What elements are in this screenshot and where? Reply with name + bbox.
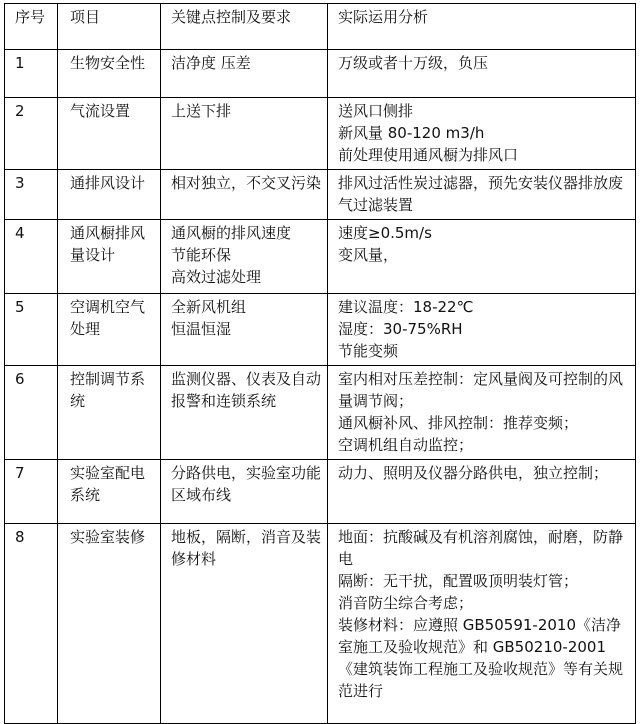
row-analysis xyxy=(328,170,636,220)
row-item: 空调机空气处理 xyxy=(58,294,161,366)
row-analysis xyxy=(328,460,636,524)
row-control xyxy=(161,98,328,170)
row-item: 控制调节系统 xyxy=(58,366,161,460)
row-analysis xyxy=(328,220,636,294)
analysis-line: 湿度：30-75%RH xyxy=(338,320,463,338)
control-line: 监测仪器、仪表及自动报警和连锁系统 xyxy=(171,370,322,410)
analysis-line: 建议温度：18-22℃ xyxy=(338,298,474,316)
control-line: 通风橱的排风速度 xyxy=(171,224,292,242)
row-analysis xyxy=(328,294,636,366)
analysis-line: 装修材料：应遵照 GB50591-2010《洁净室施工及验收规范》和 GB50210-2001《建筑装饰工程施工及验收规范》等有关规范进行 xyxy=(338,616,624,700)
table-row xyxy=(5,460,636,524)
analysis-line: 前处理使用通风橱为排风口 xyxy=(338,146,519,164)
row-analysis xyxy=(328,524,636,724)
analysis-line: 变风量， xyxy=(338,246,399,264)
control-line: 高效过滤处理 xyxy=(171,268,262,286)
control-line: 相对独立，不交叉污染 xyxy=(171,174,322,192)
table-row xyxy=(5,98,636,170)
table-body xyxy=(5,4,636,724)
table-row xyxy=(5,220,636,294)
row-number: 4 xyxy=(5,220,58,294)
row-analysis xyxy=(328,366,636,460)
row-number: 6 xyxy=(5,366,58,460)
analysis-line: 室内相对压差控制：定风量阀及可控制的风量调节阀； xyxy=(338,370,624,410)
table-row xyxy=(5,366,636,460)
row-control xyxy=(161,50,328,98)
row-item: 通风橱排风量设计 xyxy=(58,220,161,294)
row-item: 通排风设计 xyxy=(58,170,161,220)
row-control xyxy=(161,170,328,220)
table-row xyxy=(5,294,636,366)
analysis-line: 新风量 80-120 m3/h xyxy=(338,124,485,142)
analysis-line: 节能变频 xyxy=(338,342,399,360)
row-number: 7 xyxy=(5,460,58,524)
control-line: 节能环保 xyxy=(171,246,232,264)
row-item: 实验室装修 xyxy=(58,524,161,724)
row-item: 生物安全性 xyxy=(58,50,161,98)
table-row xyxy=(5,50,636,98)
analysis-line: 地面：抗酸碱及有机溶剂腐蚀，耐磨，防静电 xyxy=(338,528,624,568)
table-row xyxy=(5,524,636,724)
table-row xyxy=(5,170,636,220)
row-control xyxy=(161,366,328,460)
row-number: 2 xyxy=(5,98,58,170)
row-analysis xyxy=(328,98,636,170)
analysis-line: 送风口侧排 xyxy=(338,102,414,120)
analysis-line: 隔断：无干扰，配置吸顶明装灯管； xyxy=(338,572,579,590)
control-line: 上送下排 xyxy=(171,102,232,120)
row-control xyxy=(161,460,328,524)
control-line: 洁净度 压差 xyxy=(171,54,251,72)
control-line: 恒温恒湿 xyxy=(171,320,232,338)
analysis-line: 空调机组自动监控； xyxy=(338,436,474,454)
row-item: 实验室配电系统 xyxy=(58,460,161,524)
analysis-line: 通风橱补风、排风控制：推荐变频； xyxy=(338,414,579,432)
header-control: 关键点控制及要求 xyxy=(161,4,328,50)
analysis-line: 排风过活性炭过滤器，预先安装仪器排放废气过滤装置 xyxy=(338,174,624,214)
requirements-table xyxy=(4,3,636,724)
header-item: 项目 xyxy=(58,4,161,50)
row-item: 气流设置 xyxy=(58,98,161,170)
row-analysis xyxy=(328,50,636,98)
header-no: 序号 xyxy=(5,4,58,50)
analysis-line: 动力、照明及仪器分路供电，独立控制； xyxy=(338,464,609,482)
control-line: 全新风机组 xyxy=(171,298,247,316)
row-control xyxy=(161,294,328,366)
control-line: 地板，隔断，消音及装修材料 xyxy=(171,528,322,568)
analysis-line: 消音防尘综合考虑； xyxy=(338,594,474,612)
header-row xyxy=(5,4,636,50)
row-number: 5 xyxy=(5,294,58,366)
analysis-line: 速度≥0.5m/s xyxy=(338,224,432,242)
row-number: 8 xyxy=(5,524,58,724)
analysis-line: 万级或者十万级，负压 xyxy=(338,54,489,72)
row-control xyxy=(161,524,328,724)
row-number: 3 xyxy=(5,170,58,220)
row-number: 1 xyxy=(5,50,58,98)
header-analysis: 实际运用分析 xyxy=(328,4,636,50)
row-control xyxy=(161,220,328,294)
control-line: 分路供电，实验室功能区域布线 xyxy=(171,464,322,504)
